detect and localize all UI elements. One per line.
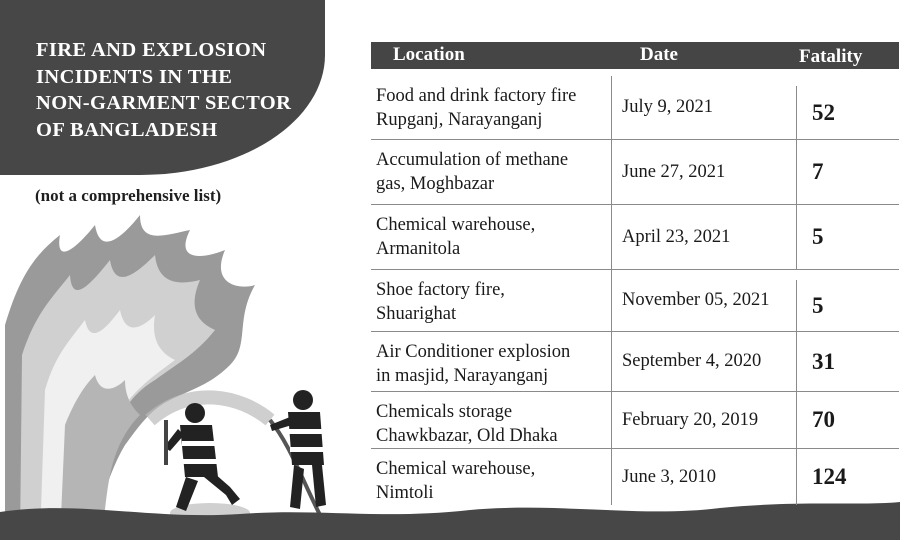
cell-location: Air Conditioner explosion in masjid, Narayanganj — [376, 342, 571, 386]
cell-date: June 3, 2010 — [611, 449, 796, 505]
table-row — [371, 76, 899, 140]
incidents-table — [371, 76, 899, 505]
page-title: FIRE AND EXPLOSION INCIDENTS IN THE NON-GARMENT SECTOR OF BANGLADESH — [36, 39, 292, 141]
cell-location: Chemical warehouse, Nimtoli — [376, 459, 536, 503]
cell-date: February 20, 2019 — [611, 392, 796, 448]
cell-fatality: 31 — [796, 332, 899, 391]
cell-date: November 05, 2021 — [611, 270, 796, 331]
cell-fatality: 124 — [796, 449, 899, 505]
cell-fatality: 70 — [796, 392, 899, 448]
cell-location: Chemicals storage Chawkbazar, Old Dhaka — [376, 402, 558, 446]
cell-date: April 23, 2021 — [611, 205, 796, 269]
cell-location: Shoe factory fire, Shuarighat — [376, 280, 505, 324]
cell-date: June 27, 2021 — [611, 140, 796, 204]
table-row — [371, 270, 899, 332]
cell-date: July 9, 2021 — [611, 76, 796, 139]
cell-fatality: 52 — [796, 86, 899, 139]
cell-location: Food and drink factory fire Rupganj, Narayanganj — [376, 86, 577, 130]
table-header — [371, 42, 899, 69]
table-row — [371, 140, 899, 205]
cell-location: Chemical warehouse, Armanitola — [376, 215, 536, 259]
table-row — [371, 392, 899, 449]
cell-fatality: 5 — [796, 205, 899, 269]
table-row — [371, 332, 899, 392]
column-header-date: Date — [640, 44, 678, 65]
cell-fatality: 5 — [796, 280, 899, 331]
table-row — [371, 205, 899, 270]
cell-date: September 4, 2020 — [611, 332, 796, 391]
cell-location: Accumulation of methane gas, Moghbazar — [376, 150, 569, 194]
page-subtitle: (not a comprehensive list) — [35, 186, 222, 205]
column-header-fatality: Fatality — [799, 46, 863, 67]
cell-fatality: 7 — [796, 140, 899, 204]
table-row — [371, 449, 899, 505]
column-header-location: Location — [393, 44, 465, 65]
